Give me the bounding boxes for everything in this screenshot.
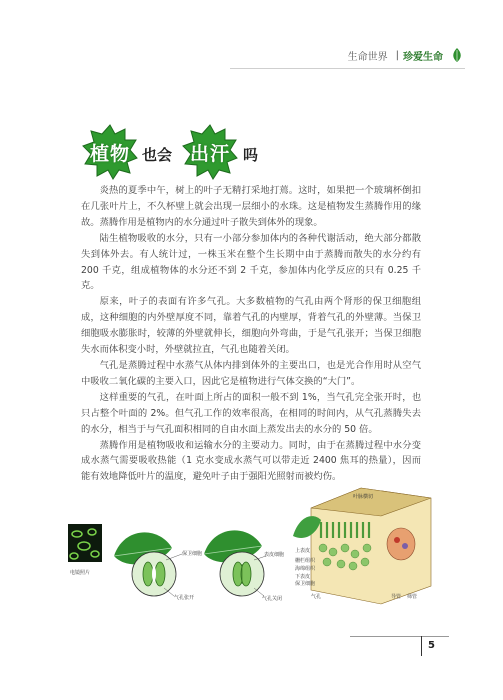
stoma-closed-label: 气孔关闭: [262, 596, 283, 602]
page-title: [82, 122, 322, 182]
running-header: [348, 44, 465, 66]
title-burst-2: [182, 124, 238, 180]
epidermis-label: 表皮细胞: [264, 552, 285, 558]
title-connector: 也会: [142, 146, 173, 164]
lower-epidermis-label: 下表皮: [295, 574, 311, 580]
paragraph: 炎热的夏季中午，树上的叶子无精打采地打蔫。这时，如果把一个玻璃杯倒扣在几张叶片上，不久杯壁上就会出现一层细小的水珠。这是植物发生蒸腾作用的缘故。蒸腾作用是植物内的水分通过叶子散失到体外的现象。: [81, 185, 421, 228]
article-body: [81, 183, 421, 485]
header-separator: |: [395, 49, 399, 61]
page-number: 5: [428, 640, 435, 651]
micrograph-label: 电镜照片: [70, 570, 91, 576]
paragraph: 气孔是蒸腾过程中水蒸气从体内排到体外的主要出口，也是光合作用时从空气中吸收二氧化碳的主要入口，因此它是植物进行气体交换的“大门”。: [81, 359, 421, 387]
stoma-open-label: 气孔张开: [174, 595, 195, 601]
section-label: 生命世界: [347, 51, 388, 63]
header-rule: [230, 68, 465, 69]
stoma-label: 气孔: [311, 594, 322, 600]
leaf-cross-section-figure: [291, 486, 439, 606]
stomata-figure: [64, 516, 294, 602]
upper-epidermis-label: 上表皮: [295, 548, 311, 554]
guard-cell-label: 保卫细胞: [182, 551, 203, 557]
spongy-label: 海绵组织: [295, 566, 316, 572]
title-burst-1: [82, 124, 138, 180]
leaf-icon: [449, 47, 465, 63]
title-word-2: 出汗: [189, 142, 230, 165]
title-end: 吗: [243, 146, 259, 164]
palisade-label: 栅栏组织: [295, 558, 316, 564]
phloem-label: 筛管: [407, 594, 418, 600]
channel-label: 珍爱生命: [403, 51, 443, 63]
paragraph: 这样重要的气孔，在叶面上所占的面积一般不到 1%，当气孔完全张开时，也只占整个叶面的 2%。但气孔工作的效率很高，在相同的时间内，从气孔蒸腾失去的水分，相当于与气孔面积相同的自由水面上蒸发出去的水分的 50 倍。: [81, 391, 421, 435]
paragraph: 蒸腾作用是植物吸收和运输水分的主要动力。同时，由于在蒸腾过程中水分变成水蒸气需要吸收热能（1 克水变成水蒸气可以带走近 2400 焦耳的热量），因而能有效地降低叶片的温度，避免叶子由于强阳光照射而被灼伤。: [81, 439, 421, 483]
footer-divider: [421, 636, 422, 656]
guard-cell-label: 保卫细胞: [295, 581, 316, 587]
paragraph: 陆生植物吸收的水分，只有一小部分参加体内的各种代谢活动，绝大部分都散失到体外去。有人统计过，一株玉米在整个生长期中由于蒸腾而散失的水分约有 200 千克，组成植物体的水分还不到 2 千克，参加体内化学反应的只有 0.25 千克。: [81, 232, 421, 292]
footer-rule: [350, 636, 449, 637]
paragraph: 原来，叶子的表面有许多气孔。大多数植物的气孔由两个肾形的保卫细胞组成，这种细胞的内外壁厚度不同，靠着气孔的内壁厚，背着气孔的外壁薄。当保卫细胞吸水膨胀时，较薄的外壁就伸长，细胞向外弯曲，于是气孔张开；当保卫细胞失水而体积变小时，外壁就拉直，气孔也随着关闭。: [81, 296, 421, 356]
title-word-1: 植物: [89, 142, 130, 165]
vein-section-label: 叶脉横切: [353, 494, 374, 500]
xylem-label: 导管: [391, 594, 402, 600]
